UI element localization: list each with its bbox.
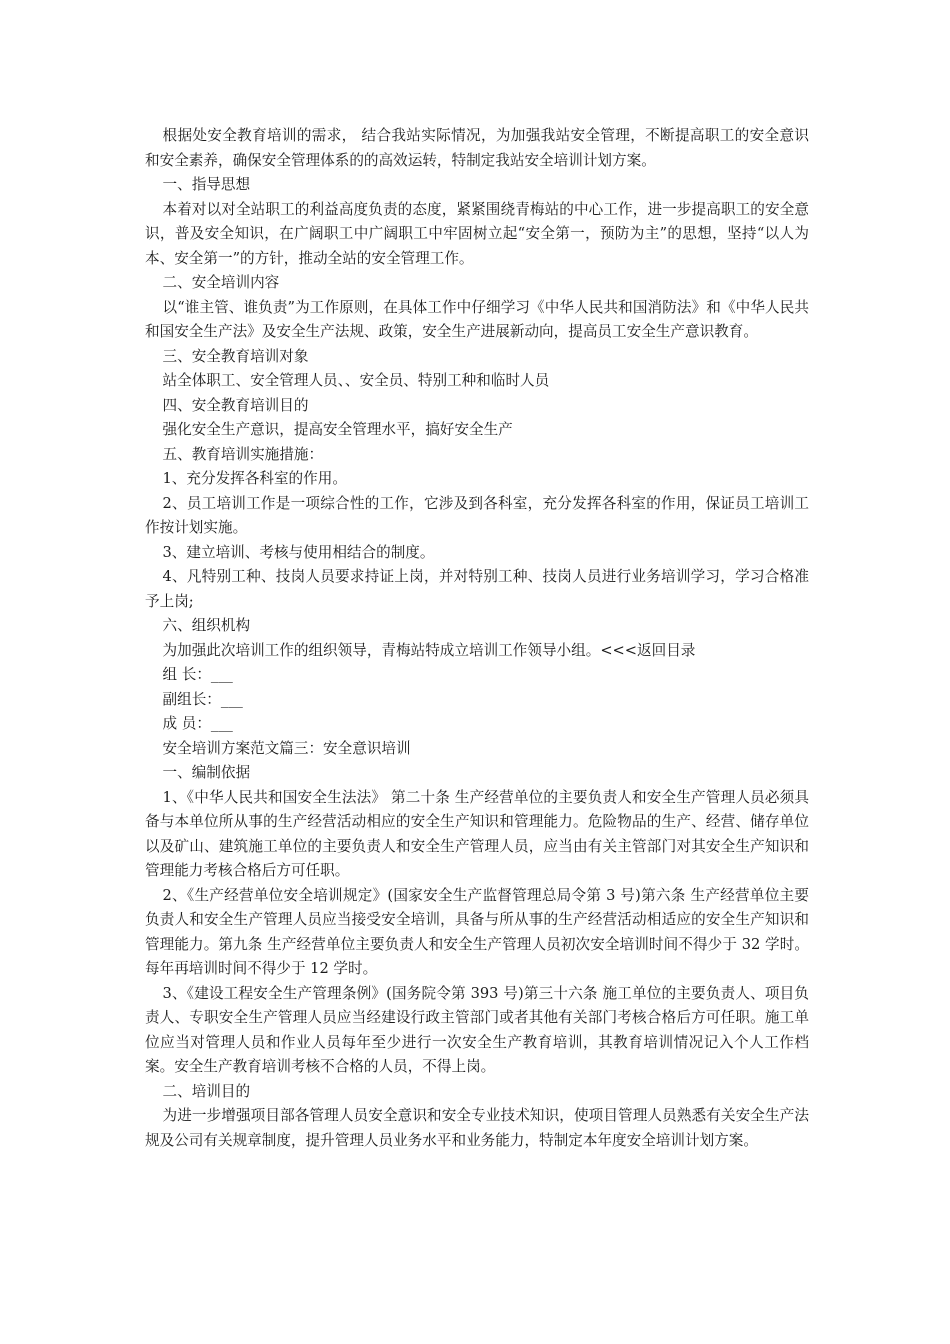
paragraph-training-goal: 为进一步增强项目部各管理人员安全意识和安全专业技术知识，使项目管理人员熟悉有关安全生产法规及公司有关规章制度，提升管理人员业务水平和业务能力，特制定本年度安全培训计划方案。: [145, 1107, 809, 1149]
heading-training-target: 三、安全教育培训对象: [162, 347, 309, 365]
heading-training-content: 二、安全培训内容: [162, 274, 280, 291]
heading-guiding-ideology: 一、指导思想: [162, 176, 251, 193]
paragraph-training-target: 站全体职工、安全管理人员、、安全员、特别工种和临时人员: [162, 372, 550, 389]
list-item-basis-1: 1、《中华人民共和国安全生法法》 第二十条 生产经营单位的主要负责人和安全生产管理人员必须具备与本单位所从事的生产经营活动相应的安全生产知识和管理能力。危险物品的生产、经营、储存单位以及矿山、建筑施工单位的主要负责人和安全生产管理人员，应当由有关主管部门对其安全生产知识和管理能力考核合格后方可任职。: [145, 788, 809, 879]
paragraph-guiding-ideology: 本着对以对全站职工的利益高度负责的态度，紧紧围绕青梅站的中心工作，进一步提高职工的安全意识，普及安全知识，在广阔职工中广阔职工中牢固树立起“安全第一，预防为主”的思想，坚持“以人为本、安全第一”的方针，推动全站的安全管理工作。: [145, 200, 809, 267]
field-members: 成 员：___: [162, 715, 233, 732]
field-deputy-leader: 副组长：___: [162, 690, 243, 708]
paragraph-training-purpose: 强化安全生产意识，提高安全管理水平，搞好安全生产: [162, 421, 513, 438]
paragraph-organization: 为加强此次培训工作的组织领导，青梅站特成立培训工作领导小组。<<<返回目录: [162, 641, 696, 659]
document-body: [145, 124, 809, 1153]
list-item-measure-1: 1、充分发挥各科室的作用。: [162, 470, 347, 487]
heading-organization: 六、组织机构: [162, 617, 251, 634]
heading-training-purpose: 四、安全教育培训目的: [162, 396, 309, 414]
heading-basis: 一、编制依据: [162, 764, 251, 781]
list-item-basis-2: 2、《生产经营单位安全培训规定》(国家安全生产监督管理总局令第 3 号)第六条 生产经营单位主要负责人和安全生产管理人员应当接受安全培训，具备与所从事的生产经营活动相适应的安全生产知识和管理能力。第九条 生产经营单位主要负责人和安全生产管理人员初次安全培训时间不得少于 32 学时。每年再培训时间不得少于 12 学时。: [145, 886, 809, 977]
list-item-basis-3: 3、《建设工程安全生产管理条例》(国务院令第 393 号)第三十六条 施工单位的主要负责人、项目负责人、专职安全生产管理人员应当经建设行政主管部门或者其他有关部门考核合格后方可任职。施工单位应当对管理人员和作业人员每年至少进行一次安全生产教育培训，其教育培训情况记入个人工作档案。安全生产教育培训考核不合格的人员，不得上岗。: [145, 984, 809, 1075]
list-item-measure-3: 3、建立培训、考核与使用相结合的制度。: [162, 543, 435, 561]
paragraph-training-content: 以“谁主管、谁负责”为工作原则，在具体工作中仔细学习《中华人民共和国消防法》和《中华人民共和国安全生产法》及安全生产法规、政策，安全生产进展新动向，提高员工安全生产意识教育。: [145, 298, 809, 340]
heading-training-goal: 二、培训目的: [162, 1082, 251, 1100]
field-group-leader: 组 长：___: [162, 666, 233, 683]
list-item-measure-4: 4、凡特别工种、技岗人员要求持证上岗，并对特别工种、技岗人员进行业务培训学习，学习合格准予上岗;: [145, 568, 809, 610]
paragraph-intro: 根据处安全教育培训的需求， 结合我站实际情况，为加强我站安全管理，不断提高职工的安全意识和安全素养，确保安全管理体系的的高效运转，特制定我站安全培训计划方案。: [145, 127, 809, 169]
section-title-part-three: 安全培训方案范文篇三：安全意识培训: [162, 739, 411, 757]
list-item-measure-2: 2、员工培训工作是一项综合性的工作，它涉及到各科室，充分发挥各科室的作用，保证员工培训工作按计划实施。: [145, 494, 809, 536]
heading-implementation-measures: 五、教育培训实施措施：: [162, 445, 324, 463]
